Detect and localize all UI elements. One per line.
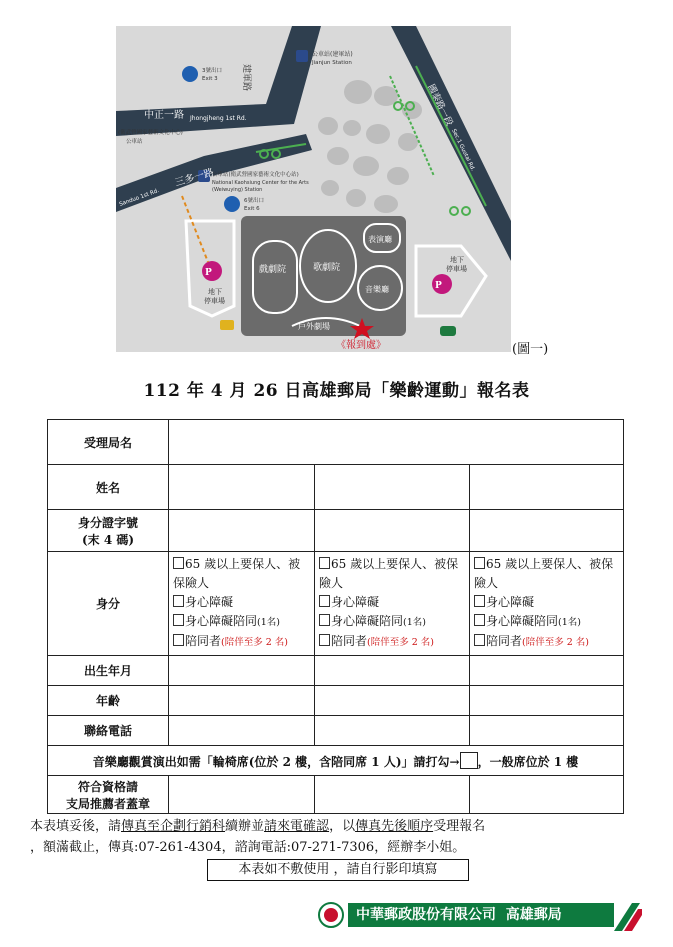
office-input[interactable] — [169, 420, 624, 465]
bus-arts1-cn2: 公車站 — [126, 139, 143, 145]
name-label: 姓名 — [48, 465, 169, 510]
checkin-label: 《報到處》 — [336, 340, 386, 351]
age-input-1[interactable] — [169, 686, 315, 716]
row-id — [48, 510, 624, 552]
road-label-zhongzheng-en: Jhongjheng 1st Rd. — [190, 115, 247, 122]
phone-label: 聯絡電話 — [48, 716, 169, 746]
exit6-en: Exit 6 — [244, 206, 260, 212]
identity-options-1: 65 歲以上要保人、被保險人 身心障礙 身心障礙陪同(1名) 陪同者(陪伴至多 2 名) — [169, 552, 315, 656]
identity-options-2: 65 歲以上要保人、被保險人 身心障礙 身心障礙陪同(1名) 陪同者(陪伴至多 2 名) — [315, 552, 470, 656]
photocopy-note: 本表如不敷使用 ，請自行影印填寫 — [207, 859, 469, 881]
exit3-en: Exit 3 — [202, 76, 218, 82]
bus-arts2-en1: National Kaohsiung Center for the Arts — [212, 180, 309, 186]
row-birth — [48, 656, 624, 686]
page-title: 112 年 4 月 26 日高雄郵局「樂齡運動」報名表 — [143, 381, 530, 401]
row-age — [48, 686, 624, 716]
registration-form — [47, 419, 624, 814]
checkbox-companion-2[interactable] — [319, 634, 330, 646]
brand-bar — [348, 903, 614, 927]
parking-left-line1: 地下 — [208, 288, 222, 296]
name-input-2[interactable] — [315, 465, 470, 510]
id-label: 身分證字號 (末 4 碼) — [48, 510, 169, 552]
age-input-2[interactable] — [315, 686, 470, 716]
checkbox-disabled-companion-1[interactable] — [173, 614, 184, 626]
id-input-3[interactable] — [470, 510, 624, 552]
bus-jianjun-cn: 公車站(建軍站) — [312, 51, 353, 58]
row-name — [48, 465, 624, 510]
road-label-guotai-en: Sec.1 Guotai Rd. — [450, 128, 476, 173]
venue-concert: 音樂廳 — [365, 285, 389, 294]
company-name: 中華郵政股份有限公司 — [356, 907, 496, 923]
exit6-cn: 6號出口 — [244, 198, 264, 204]
parking-left-letter: P — [205, 268, 212, 278]
road-label-zhongzheng-cn: 中正一路 — [144, 110, 184, 121]
venue-recital: 表演廳 — [368, 235, 392, 244]
checkbox-companion-1[interactable] — [173, 634, 184, 646]
bus-arts1-cn: (衛武營國家藝術文化中心) — [118, 130, 183, 136]
parking-right-line1: 地下 — [450, 256, 464, 264]
parking-right-line2: 停車場 — [446, 265, 467, 273]
id-input-1[interactable] — [169, 510, 315, 552]
bus-arts2-en2: (Weiwuying) Station — [212, 187, 263, 193]
birth-input-2[interactable] — [315, 656, 470, 686]
bus-arts2-cn: 公車站(衛武營國家藝術文化中心站) — [212, 172, 299, 178]
road-label-sanduo-cn: 三多一路 — [173, 167, 216, 189]
identity-label: 身分 — [48, 552, 169, 656]
parking-right-letter: P — [435, 281, 442, 291]
row-office — [48, 420, 624, 465]
venue-map — [116, 26, 511, 352]
stamp-label: 符合資格請 支局推薦者蓋章 — [48, 776, 169, 814]
parking-left-line2: 停車場 — [204, 297, 225, 305]
road-label-sanduo-en: Sanduo 1st Rd. — [118, 187, 160, 208]
birth-input-3[interactable] — [470, 656, 624, 686]
birth-input-1[interactable] — [169, 656, 315, 686]
instructions-line-1: 本表填妥後，請傳真至企劃行銷科續辦並請來電確認，以傳真先後順序受理報名 — [30, 819, 486, 834]
exit3-cn: 3號出口 — [202, 68, 222, 74]
office-label: 受理局名 — [48, 420, 169, 465]
row-wheelchair — [48, 746, 624, 776]
bus-jianjun-en: Jianjun Station — [312, 60, 352, 66]
stamp-input-3[interactable] — [470, 776, 624, 814]
checkbox-senior-1[interactable] — [173, 557, 184, 569]
branch-name: 高雄郵局 — [505, 907, 562, 923]
checkbox-disabled-2[interactable] — [319, 595, 330, 607]
row-stamp — [48, 776, 624, 814]
checkbox-companion-3[interactable] — [474, 634, 485, 646]
wheelchair-checkbox[interactable] — [460, 752, 478, 769]
phone-input-1[interactable] — [169, 716, 315, 746]
age-label: 年齡 — [48, 686, 169, 716]
checkbox-disabled-companion-2[interactable] — [319, 614, 330, 626]
row-identity — [48, 552, 624, 656]
birth-label: 出生年月 — [48, 656, 169, 686]
stamp-input-1[interactable] — [169, 776, 315, 814]
venue-outdoor: 戶外劇場 — [298, 322, 330, 331]
road-label-jianjun: 建軍路 — [241, 64, 251, 92]
venue-playhouse: 歌劇院 — [313, 263, 341, 273]
checkbox-disabled-3[interactable] — [474, 595, 485, 607]
identity-options-3: 65 歲以上要保人、被保險人 身心障礙 身心障礙陪同(1名) 陪同者(陪伴至多 2 名) — [470, 552, 624, 656]
name-input-3[interactable] — [470, 465, 624, 510]
venue-opera: 戲劇院 — [259, 265, 287, 275]
checkbox-senior-2[interactable] — [319, 557, 330, 569]
checkbox-senior-3[interactable] — [474, 557, 485, 569]
checkbox-disabled-companion-3[interactable] — [474, 614, 485, 626]
wheelchair-note: 音樂廳觀賞演出如需「輪椅席(位於 2 樓，含陪同席 1 人)」請打勾→ ，一般席位於 1 樓 — [48, 746, 624, 776]
stripe-icon — [612, 899, 642, 931]
stamp-input-2[interactable] — [315, 776, 470, 814]
figure-label: (圖一) — [512, 342, 549, 357]
id-input-2[interactable] — [315, 510, 470, 552]
brand-footer — [318, 899, 638, 931]
name-input-1[interactable] — [169, 465, 315, 510]
instructions — [30, 816, 650, 858]
post-logo-icon — [318, 902, 344, 928]
road-label-guotai-cn: 國泰路一段 — [425, 82, 455, 128]
checkbox-disabled-1[interactable] — [173, 595, 184, 607]
row-phone — [48, 716, 624, 746]
age-input-3[interactable] — [470, 686, 624, 716]
instructions-line-2: ，額滿截止，傳真:07-261-4304，諮詢電話:07-271-7306，經辦李小姐。 — [30, 840, 466, 855]
phone-input-3[interactable] — [470, 716, 624, 746]
phone-input-2[interactable] — [315, 716, 470, 746]
